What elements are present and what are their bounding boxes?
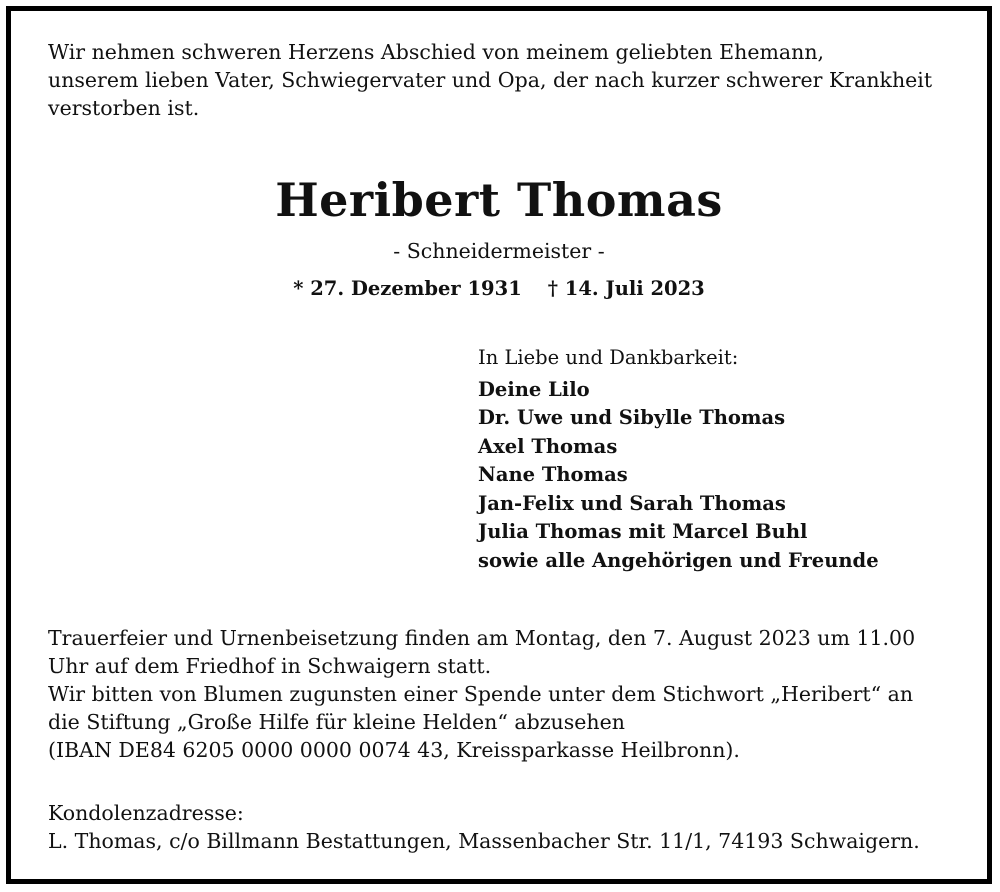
intro-line: unserem lieben Vater, Schwiegervater und Opa, der nach kurzer schwerer Krankheit bbox=[48, 68, 933, 92]
condolence-address: L. Thomas, c/o Billmann Bestattungen, Massenbacher Str. 11/1, 74193 Schwaigern. bbox=[48, 829, 920, 853]
condolence-label: Kondolenzadresse: bbox=[48, 801, 244, 825]
mourners-block bbox=[478, 344, 879, 575]
mourner-name: sowie alle Angehörigen und Freunde bbox=[478, 548, 879, 572]
condolence-address-block bbox=[48, 799, 920, 855]
mourner-name: Dr. Uwe und Sibylle Thomas bbox=[478, 406, 786, 429]
funeral-info-line: die Stiftung „Große Hilfe für kleine Helden“ abzusehen bbox=[48, 710, 625, 734]
funeral-info-line: Uhr auf dem Friedhof in Schwaigern statt. bbox=[48, 654, 492, 678]
deceased-profession: - Schneidermeister - bbox=[393, 239, 605, 263]
intro-line: verstorben ist. bbox=[48, 96, 200, 120]
life-dates bbox=[11, 275, 987, 303]
intro-line: Wir nehmen schweren Herzens Abschied von meinem geliebten Ehemann, bbox=[48, 40, 825, 64]
funeral-info-line: (IBAN DE84 6205 0000 0000 0074 43, Kreissparkasse Heilbronn). bbox=[48, 738, 740, 762]
mourner-name: Axel Thomas bbox=[478, 434, 618, 458]
funeral-info-line: Trauerfeier und Urnenbeisetzung finden am Montag, den 7. August 2023 um 11.00 bbox=[48, 626, 916, 650]
mourner-name: Nane Thomas bbox=[478, 463, 628, 486]
obituary-notice bbox=[6, 6, 992, 884]
birth-date: * 27. Dezember 1931 bbox=[293, 277, 522, 300]
mourners-heading: In Liebe und Dankbarkeit: bbox=[478, 346, 739, 369]
funeral-info-line: Wir bitten von Blumen zugunsten einer Spende unter dem Stichwort „Heribert“ an bbox=[48, 682, 914, 706]
intro-paragraph bbox=[48, 38, 932, 122]
deceased-name: Heribert Thomas bbox=[275, 173, 723, 227]
death-date: † 14. Juli 2023 bbox=[547, 277, 705, 300]
mourner-name: Jan-Felix und Sarah Thomas bbox=[478, 491, 786, 515]
mourner-name: Julia Thomas mit Marcel Buhl bbox=[478, 520, 808, 543]
funeral-info-paragraph bbox=[48, 624, 915, 764]
mourner-name: Deine Lilo bbox=[478, 377, 590, 401]
